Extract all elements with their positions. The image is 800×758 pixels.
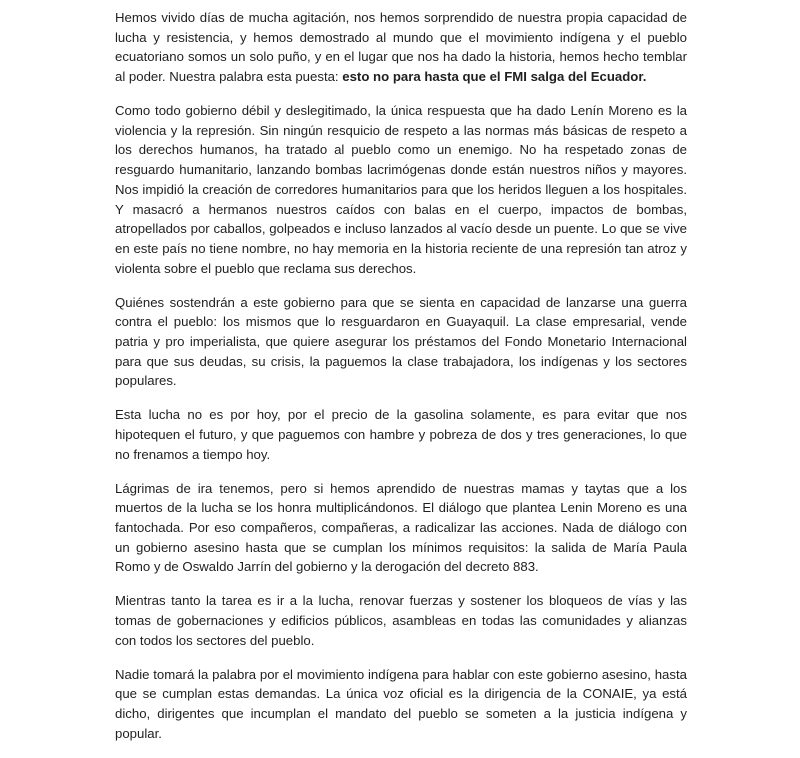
paragraph-2: Como todo gobierno débil y deslegitimado, la única respuesta que ha dado Lenín Moreno es la violencia y la represión. Sin ningún resquicio de respeto a las normas más básicas de respeto a los derechos humanos, ha tratado al pueblo como un enemigo. No ha respetado zonas de resguardo humanitario, lanzando bombas lacrimógenas donde están nuestros niños y mayores. Nos impidió la creación de corredores humanitarios para que los heridos lleguen a los hospitales. Y masacró a hermanos nuestros caídos con balas en el cuerpo, impactos de bombas, atropellados por caballos, golpeados e incluso lanzados al vacío desde un puente. Lo que se vive en este país no tiene nombre, no hay memoria en la historia reciente de una represión tan atroz y violenta sobre el pueblo que reclama sus derechos. bbox=[115, 103, 687, 276]
bold-statement: esto no para hasta que el FMI salga del Ecuador. bbox=[342, 69, 647, 85]
paragraph-3: Quiénes sostendrán a este gobierno para que se sienta en capacidad de lanzarse una guerra contra el pueblo: los mismos que lo resguardaron en Guayaquil. La clase empresarial, vende patria y pro imperialista, que quiere asegurar los préstamos del Fondo Monetario Internacional para que sus deudas, su crisis, la paguemos la clase trabajadora, los indígenas y los sectores populares. bbox=[115, 294, 687, 389]
paragraph-text: Hemos vivido días de mucha agitación, nos hemos sorprendido de nuestra propia capacidad de lucha y resistencia, y hemos demostrado al mundo que el movimiento indígena y el pueblo ecuatoriano somos un solo puño, y en el lugar que nos ha dado la historia, hemos hecho temblar al poder. Nuestra palabra esta puesta: bbox=[115, 10, 687, 85]
paragraph-5: Lágrimas de ira tenemos, pero si hemos aprendido de nuestras mamas y taytas que a los muertos de la lucha se los honra multiplicándonos. El diálogo que plantea Lenin Moreno es una fantochada. Por eso compañeros, compañeras, a radicalizar las acciones. Nada de diálogo con un gobierno asesino hasta que se cumplan los mínimos requisitos: la salida de María Paula Romo y de Oswaldo Jarrín del gobierno y la derogación del decreto 883. bbox=[115, 480, 687, 575]
document-body bbox=[115, 8, 687, 758]
paragraph-1 bbox=[115, 8, 687, 87]
paragraph-4: Esta lucha no es por hoy, por el precio de la gasolina solamente, es para evitar que nos hipotequen el futuro, y que paguemos con hambre y pobreza de dos y tres generaciones, lo que no frenamos a tiempo hoy. bbox=[115, 407, 687, 462]
paragraph-7: Nadie tomará la palabra por el movimiento indígena para hablar con este gobierno asesino, hasta que se cumplan estas demandas. La única voz oficial es la dirigencia de la CONAIE, ya está dicho, dirigentes que incumplan el mandato del pueblo se someten a la justicia indígena y popular. bbox=[115, 666, 687, 741]
paragraph-6: Mientras tanto la tarea es ir a la lucha, renovar fuerzas y sostener los bloqueos de vías y las tomas de gobernaciones y edificios públicos, asambleas en todas las comunidades y alianzas con todos los sectores del pueblo. bbox=[115, 593, 687, 648]
